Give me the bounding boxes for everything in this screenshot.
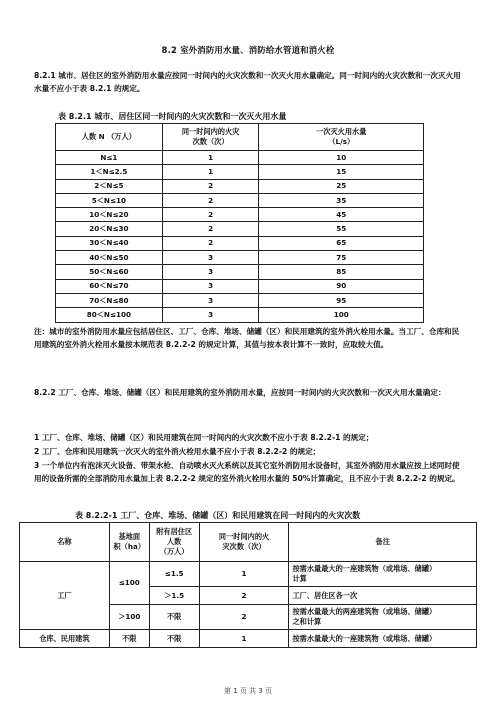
cell-fire-count: 3 <box>162 293 259 307</box>
header-fire-count: 同一时间内的火 灾次数（次） <box>199 523 289 562</box>
cell-pop-gt15: ＞1.5 <box>149 587 199 605</box>
table-row <box>20 562 477 587</box>
header-fire-count: 同一时间内的火灾 次数（次） <box>162 124 259 151</box>
cell-population: 60＜N≤70 <box>56 279 163 293</box>
header-water-amount: 一次灭火用水量 （L/s） <box>259 124 424 151</box>
table-row <box>56 279 424 293</box>
table-8-2-2-1-caption: 表 8.2.2-1 工厂、仓库、堆场、储罐（区）和民用建筑在同一时间内的火灾次数 <box>75 511 361 520</box>
list-item-2: 2 工厂、仓库和民用建筑一次灭火的室外消火栓用水量不应小于表 8.2.2-2 的规定； <box>34 447 321 456</box>
table-row <box>56 165 424 179</box>
cell-fires: 1 <box>199 630 289 648</box>
table-row <box>56 251 424 265</box>
cell-pop-unlimited: 不限 <box>149 630 199 648</box>
table-row <box>56 151 424 165</box>
cell-population: 1＜N≤2.5 <box>56 165 163 179</box>
cell-fire-count: 2 <box>162 236 259 250</box>
cell-water-amount: 55 <box>259 222 424 236</box>
header-remark: 备注 <box>289 523 477 562</box>
cell-water-amount: 10 <box>259 151 424 165</box>
cell-water-amount: 45 <box>259 208 424 222</box>
cell-fire-count: 2 <box>162 208 259 222</box>
cell-water-amount: 15 <box>259 165 424 179</box>
list-item-3: 3 一个单位内有泡沫灭火设备、带架水枪、自动喷水灭火系统以及其它室外消防用水设备时，其室外消防用水量应按上述同时使用的设备所需的全部消防用水量加上表 8.2.2-2 规定的室外消火栓用水量的 50%计算确定，且不应小于表 8.2.2-2 的规定。 <box>34 461 460 483</box>
cell-population: 70＜N≤80 <box>56 293 163 307</box>
table-row <box>56 222 424 236</box>
header-population: 附有居住区 人数 （万人） <box>149 523 199 562</box>
table-row <box>56 193 424 207</box>
table-row <box>56 179 424 193</box>
cell-water-amount: 25 <box>259 179 424 193</box>
section-title: 8.2 室外消防用水量、消防给水管道和消火栓 <box>161 45 335 55</box>
cell-population: 20＜N≤30 <box>56 222 163 236</box>
cell-fire-count: 3 <box>162 251 259 265</box>
table-header-row <box>20 523 477 562</box>
cell-fires: 1 <box>199 562 289 587</box>
table-row <box>56 208 424 222</box>
cell-water-amount: 85 <box>259 265 424 279</box>
cell-water-amount: 75 <box>259 251 424 265</box>
cell-population: N≤1 <box>56 151 163 165</box>
cell-population: 50＜N≤60 <box>56 265 163 279</box>
table-8-2-1-caption: 表 8.2.1 城市、居住区同一时间内的火灾次数和一次灭火用水量 <box>58 112 287 121</box>
cell-fires: 2 <box>199 605 289 630</box>
cell-pop-le15: ≤1.5 <box>149 562 199 587</box>
cell-population: 30＜N≤40 <box>56 236 163 250</box>
table-row <box>56 265 424 279</box>
table-header-row <box>56 124 424 151</box>
cell-fire-count: 2 <box>162 193 259 207</box>
cell-fire-count: 2 <box>162 222 259 236</box>
cell-water-amount: 35 <box>259 193 424 207</box>
table-note: 注：城市的室外消防用水量应包括居住区、工厂、仓库、堆场、储罐（区）和民用建筑的室外消火栓用水量。当工厂、仓库和民用建筑的室外消火栓用水量按本规范表 8.2.2-2 的规定计算，其值与按本表计算不一致时，应取较大值。 <box>34 327 460 349</box>
paragraph-8-2-1: 8.2.1 城市、居住区的室外消防用水量应按同一时间内的火灾次数和一次灭火用水量确定。同一时间内的火灾次数和一次灭火用水量不应小于表 8.2.1 的规定。 <box>34 71 461 93</box>
cell-water-amount: 100 <box>259 308 424 322</box>
header-area: 基地面 积（ha） <box>109 523 149 562</box>
table-row <box>56 236 424 250</box>
table-8-2-1 <box>55 123 424 323</box>
table-8-2-2-1 <box>19 522 477 648</box>
list-item-1: 1 工厂、仓库、堆场、储罐（区）和民用建筑在同一时间内的火灾次数不应小于表 8.2.2-1 的规定； <box>34 433 374 442</box>
cell-water-amount: 90 <box>259 279 424 293</box>
cell-population: 2＜N≤5 <box>56 179 163 193</box>
cell-population: 40＜N≤50 <box>56 251 163 265</box>
cell-population: 10＜N≤20 <box>56 208 163 222</box>
cell-remark: 按需水量最大的一座建筑物（或堆场、储罐） 计算 <box>289 562 477 587</box>
cell-fires: 2 <box>199 587 289 605</box>
cell-remark: 按需水量最大的一座建筑物（或堆场、储罐） <box>289 630 477 648</box>
header-name: 名称 <box>20 523 110 562</box>
cell-fire-count: 3 <box>162 308 259 322</box>
cell-fire-count: 1 <box>162 165 259 179</box>
cell-warehouse-civil: 仓库、民用建筑 <box>20 630 110 648</box>
cell-water-amount: 65 <box>259 236 424 250</box>
cell-fire-count: 2 <box>162 179 259 193</box>
cell-water-amount: 95 <box>259 293 424 307</box>
table-row <box>56 293 424 307</box>
cell-remark: 按需水量最大的两座建筑物（或堆场、储罐） 之和计算 <box>289 605 477 630</box>
cell-area-unlimited: 不限 <box>109 630 149 648</box>
cell-area-le100: ≤100 <box>109 562 149 605</box>
table-row <box>56 308 424 322</box>
cell-fire-count: 3 <box>162 279 259 293</box>
cell-population: 5＜N≤10 <box>56 193 163 207</box>
page-footer: 第 1 页 共 3 页 <box>223 687 273 695</box>
cell-factory: 工厂 <box>20 562 110 630</box>
cell-fire-count: 1 <box>162 151 259 165</box>
table-row <box>20 630 477 648</box>
cell-pop-unlimited: 不限 <box>149 605 199 630</box>
cell-fire-count: 3 <box>162 265 259 279</box>
cell-remark: 工厂、居住区各一次 <box>289 587 477 605</box>
header-population: 人数 N （万人） <box>56 124 163 151</box>
paragraph-8-2-2: 8.2.2 工厂、仓库、堆场、储罐（区）和民用建筑的室外消防用水量，应按同一时间内的火灾次数和一次灭火用水量确定： <box>34 388 446 397</box>
cell-population: 80＜N≤100 <box>56 308 163 322</box>
cell-area-gt100: ＞100 <box>109 605 149 630</box>
